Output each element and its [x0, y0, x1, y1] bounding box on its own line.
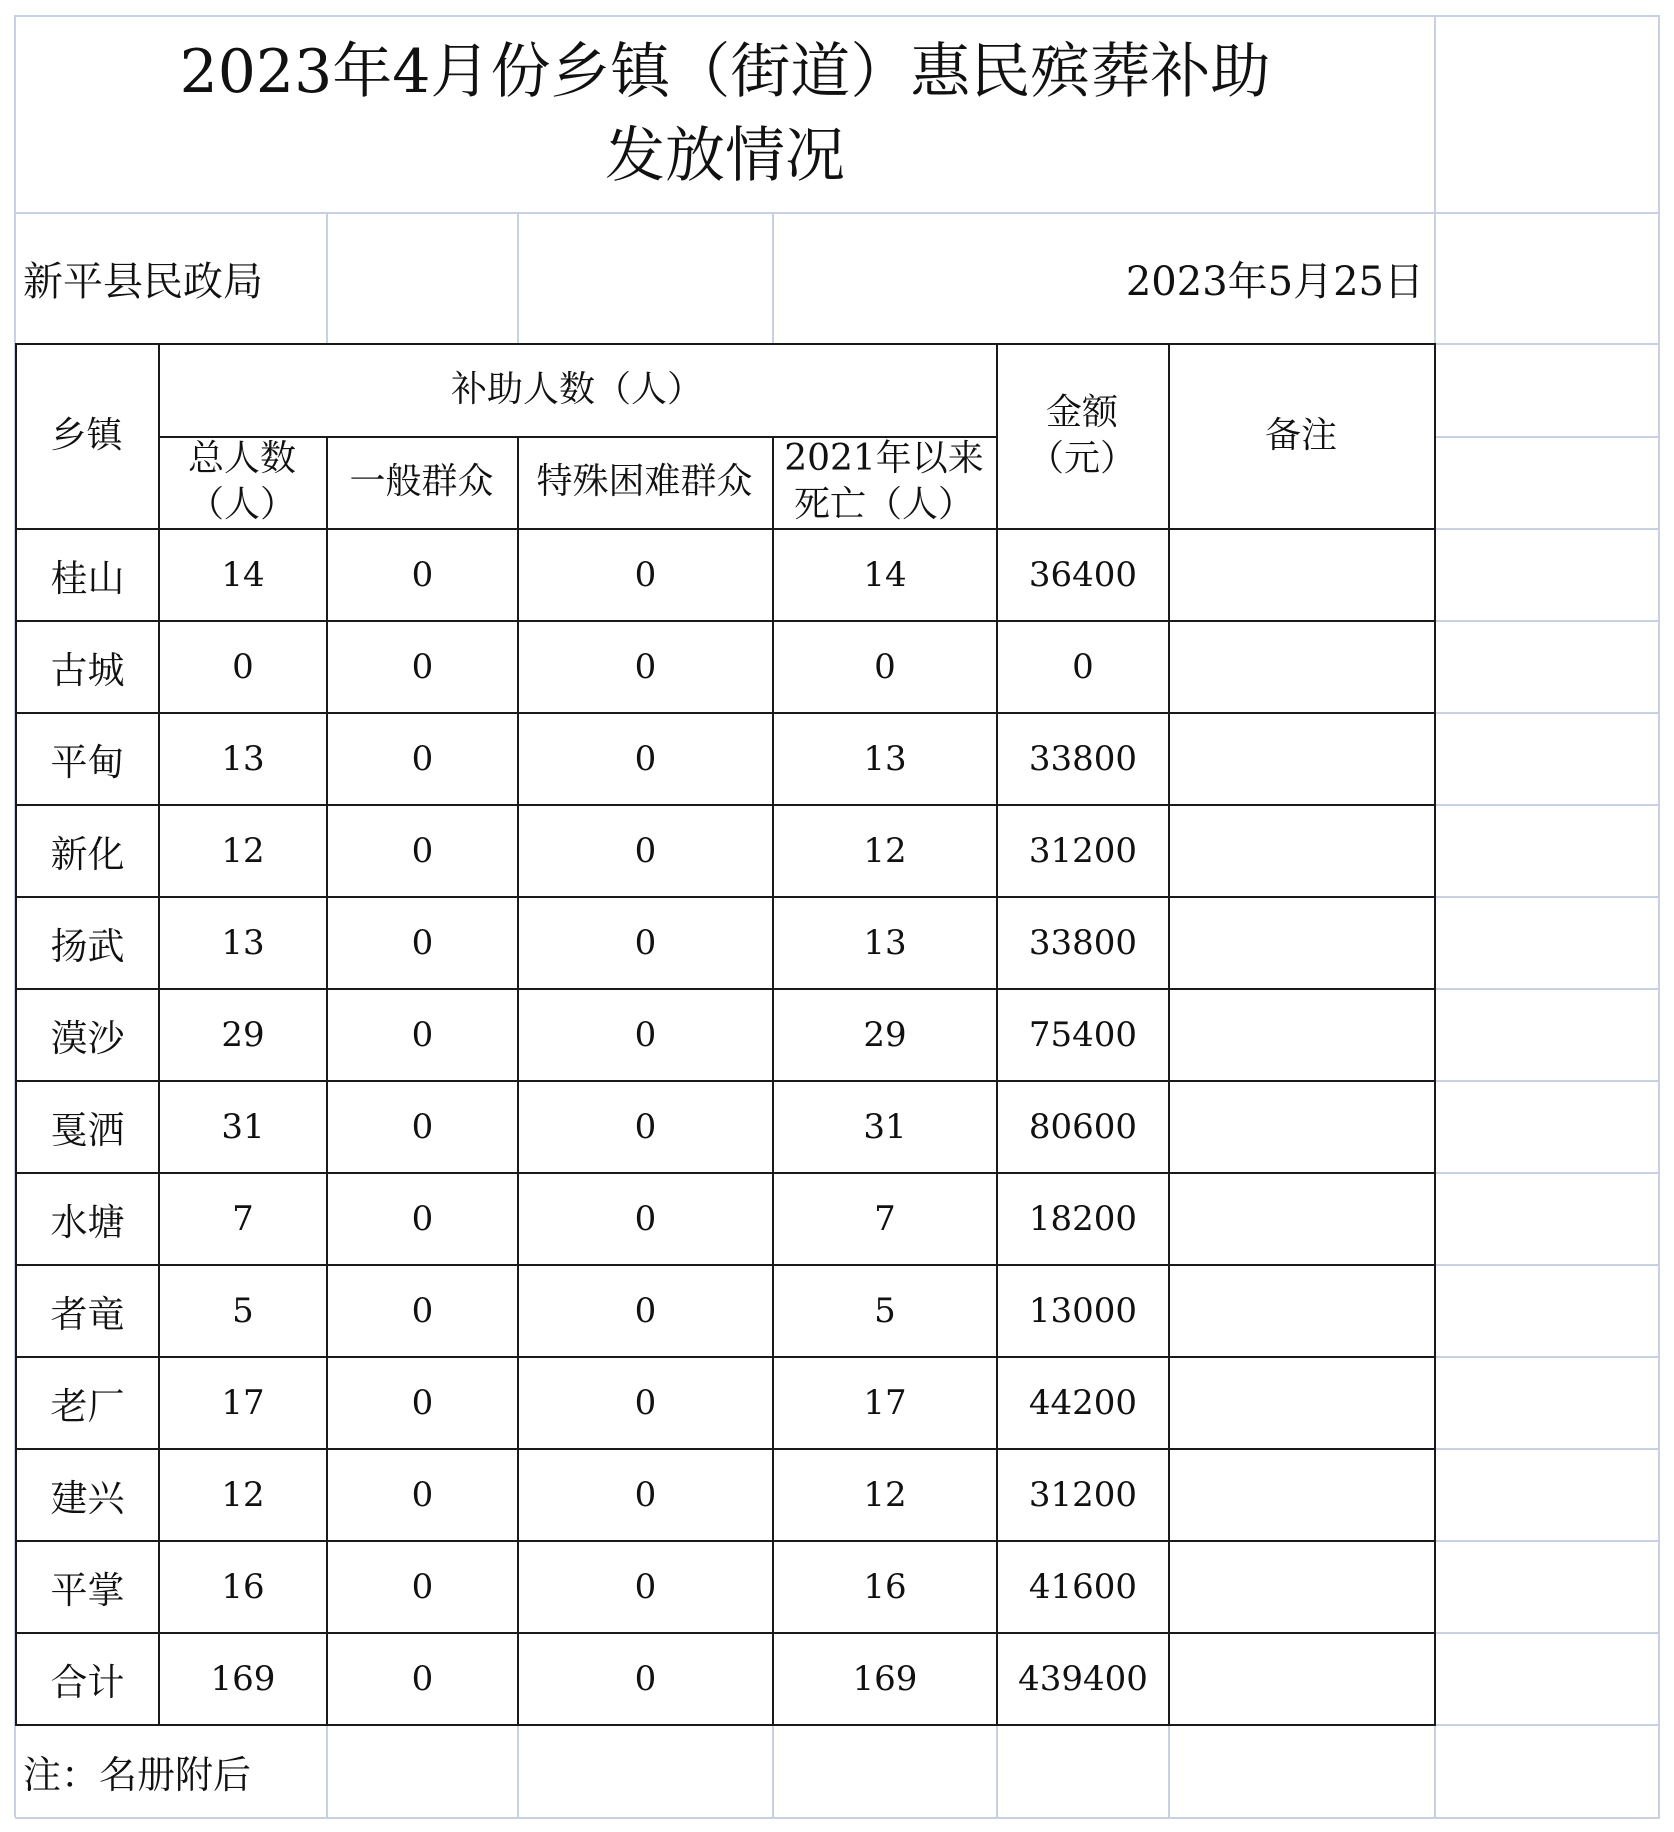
gridline-h	[1434, 1540, 1658, 1542]
cell-general: 0	[411, 1659, 434, 1699]
gridline-v	[772, 212, 774, 343]
cell-town: 者竜	[50, 1293, 125, 1336]
gridline-v	[1168, 1724, 1170, 1817]
cell-since: 29	[863, 1015, 907, 1055]
table-border-v	[326, 436, 328, 1726]
cell-since: 0	[874, 647, 896, 687]
cell-remark	[1170, 1082, 1434, 1172]
cell-special: 0	[634, 1015, 657, 1055]
cell-since: 13	[863, 923, 907, 963]
cell-total: 13	[221, 923, 265, 963]
cell-general: 0	[411, 1567, 434, 1607]
gridline-h	[1434, 1172, 1658, 1174]
table-border-h	[15, 1356, 1436, 1358]
cell-remark	[1170, 530, 1434, 620]
cell-remark	[1170, 1450, 1434, 1540]
cell-remark	[1170, 714, 1434, 804]
gridline-h	[1434, 1448, 1658, 1450]
cell-town: 漠沙	[50, 1017, 125, 1060]
header-remark: 备注	[1264, 414, 1337, 456]
cell-total: 14	[221, 555, 265, 595]
cell-remark	[1170, 990, 1434, 1080]
header-general: 一般群众	[349, 461, 494, 502]
cell-amount: 31200	[1028, 831, 1138, 871]
cell-general: 0	[411, 831, 434, 871]
cell-since: 17	[863, 1383, 907, 1423]
gridline-v	[517, 212, 519, 343]
cell-special: 0	[634, 1475, 657, 1515]
cell-remark	[1170, 1266, 1434, 1356]
cell-town: 建兴	[50, 1477, 125, 1520]
header-since-line1: 2021年以来	[784, 438, 984, 479]
gridline-h	[1434, 620, 1658, 622]
table-border-h	[15, 1264, 1436, 1266]
cell-since: 12	[863, 831, 907, 871]
cell-special: 0	[634, 1291, 657, 1331]
gridline-h	[1434, 988, 1658, 990]
gridline-h	[1434, 1724, 1658, 1726]
cell-total: 17	[221, 1383, 265, 1423]
header-amount-line1: 金额	[1045, 391, 1118, 433]
gridline-h	[1434, 528, 1658, 530]
footnote: 注：名册附后	[23, 1752, 252, 1797]
cell-general: 0	[411, 555, 434, 595]
table-border-v	[1434, 343, 1436, 1726]
cell-town: 戛洒	[50, 1109, 125, 1152]
cell-town: 水塘	[50, 1201, 125, 1244]
cell-remark	[1170, 1542, 1434, 1632]
gridline-h	[1434, 896, 1658, 898]
header-subsidy-group: 补助人数（人）	[450, 368, 703, 410]
gridline-h	[15, 15, 1658, 17]
cell-since: 13	[863, 739, 907, 779]
cell-total: 0	[232, 647, 254, 687]
cell-town: 新化	[50, 833, 125, 876]
cell-general: 0	[411, 647, 434, 687]
cell-total: 12	[221, 831, 265, 871]
table-border-h	[15, 1724, 1436, 1726]
cell-remark	[1170, 1634, 1434, 1724]
gridline-v	[996, 1724, 998, 1817]
gridline-v	[772, 1724, 774, 1817]
table-border-h	[158, 436, 996, 438]
gridline-v	[517, 1724, 519, 1817]
table-border-v	[158, 343, 160, 1726]
cell-town: 扬武	[50, 925, 125, 968]
cell-remark	[1170, 622, 1434, 712]
cell-special: 0	[634, 1199, 657, 1239]
cell-total: 5	[232, 1291, 254, 1331]
cell-amount: 41600	[1028, 1567, 1138, 1607]
cell-general: 0	[411, 1107, 434, 1147]
header-total-line1: 总人数	[187, 438, 296, 479]
cell-amount: 31200	[1028, 1475, 1138, 1515]
table-border-h	[15, 804, 1436, 806]
gridline-h	[1434, 1632, 1658, 1634]
cell-remark	[1170, 898, 1434, 988]
cell-since: 5	[874, 1291, 896, 1331]
header-special: 特殊困难群众	[536, 461, 753, 502]
cell-town: 老厂	[50, 1385, 125, 1428]
cell-special: 0	[634, 739, 657, 779]
cell-amount: 33800	[1028, 739, 1138, 779]
page-title	[15, 16, 1435, 212]
gridline-h	[15, 212, 1658, 214]
gridline-v	[1658, 15, 1660, 1819]
cell-special: 0	[634, 1107, 657, 1147]
title-line-1: 2023年4月份乡镇（街道）惠民殡葬补助	[179, 37, 1271, 107]
cell-remark	[1170, 1174, 1434, 1264]
cell-special: 0	[634, 1567, 657, 1607]
table-border-v	[1168, 343, 1170, 1726]
gridline-h	[1434, 343, 1658, 345]
cell-special: 0	[634, 647, 657, 687]
gridline-h	[1434, 1264, 1658, 1266]
table-border-h	[15, 1632, 1436, 1634]
report-date: 2023年5月25日	[1125, 258, 1424, 305]
table-border-h	[15, 712, 1436, 714]
header-since-line2: 死亡（人）	[793, 484, 974, 525]
cell-special: 0	[634, 555, 657, 595]
cell-general: 0	[411, 1475, 434, 1515]
header-amount-line2: （元）	[1027, 437, 1136, 479]
cell-total: 31	[221, 1107, 265, 1147]
cell-general: 0	[411, 1199, 434, 1239]
cell-since: 169	[852, 1659, 918, 1699]
cell-since: 31	[863, 1107, 907, 1147]
table-border-h	[15, 620, 1436, 622]
gridline-v	[326, 1724, 328, 1817]
cell-special: 0	[634, 1383, 657, 1423]
header-since-2021	[773, 437, 995, 527]
cell-general: 0	[411, 923, 434, 963]
gridline-v	[1434, 1724, 1436, 1817]
table-border-v	[996, 343, 998, 1726]
gridline-h	[1434, 436, 1658, 438]
cell-amount: 36400	[1028, 555, 1138, 595]
org-name: 新平县民政局	[23, 258, 263, 305]
cell-amount: 439400	[1018, 1659, 1148, 1699]
cell-total: 16	[221, 1567, 265, 1607]
table-border-v	[772, 436, 774, 1726]
cell-total: 7	[232, 1199, 254, 1239]
table-border-h	[15, 1540, 1436, 1542]
cell-town: 古城	[50, 649, 125, 692]
cell-general: 0	[411, 1383, 434, 1423]
table-border-h	[15, 1448, 1436, 1450]
cell-town: 合计	[50, 1661, 125, 1704]
gridline-h	[1434, 1080, 1658, 1082]
cell-general: 0	[411, 1291, 434, 1331]
cell-amount: 44200	[1028, 1383, 1138, 1423]
cell-total: 29	[221, 1015, 265, 1055]
gridline-h	[1434, 712, 1658, 714]
gridline-h	[1434, 1356, 1658, 1358]
title-line-2: 发放情况	[605, 121, 845, 191]
gridline-v	[326, 212, 328, 343]
cell-remark	[1170, 806, 1434, 896]
table-border-h	[15, 1172, 1436, 1174]
cell-special: 0	[634, 831, 657, 871]
cell-since: 16	[863, 1567, 907, 1607]
cell-amount: 0	[1072, 647, 1094, 687]
cell-general: 0	[411, 739, 434, 779]
cell-town: 平甸	[50, 741, 125, 784]
gridline-h	[1434, 804, 1658, 806]
table-border-h	[15, 1080, 1436, 1082]
cell-since: 12	[863, 1475, 907, 1515]
header-town: 乡镇	[50, 414, 123, 456]
gridline-v	[1434, 15, 1436, 212]
cell-amount: 13000	[1028, 1291, 1138, 1331]
cell-amount: 80600	[1028, 1107, 1138, 1147]
cell-remark	[1170, 1358, 1434, 1448]
cell-since: 14	[863, 555, 907, 595]
cell-total: 12	[221, 1475, 265, 1515]
cell-town: 平掌	[50, 1569, 125, 1612]
table-border-h	[15, 528, 1436, 530]
gridline-v	[1434, 212, 1436, 343]
table-border-h	[15, 343, 1436, 345]
header-total	[159, 437, 325, 527]
cell-general: 0	[411, 1015, 434, 1055]
cell-amount: 75400	[1028, 1015, 1138, 1055]
cell-special: 0	[634, 1659, 657, 1699]
cell-special: 0	[634, 923, 657, 963]
cell-amount: 33800	[1028, 923, 1138, 963]
table-border-h	[15, 896, 1436, 898]
cell-total: 13	[221, 739, 265, 779]
table-border-h	[15, 988, 1436, 990]
cell-since: 7	[874, 1199, 896, 1239]
cell-town: 桂山	[50, 557, 125, 600]
cell-amount: 18200	[1028, 1199, 1138, 1239]
table-border-v	[15, 343, 17, 1726]
header-amount	[997, 344, 1167, 527]
gridline-h	[15, 1817, 1658, 1819]
header-total-line2: （人）	[187, 484, 296, 525]
cell-total: 169	[210, 1659, 276, 1699]
table-border-v	[517, 436, 519, 1726]
